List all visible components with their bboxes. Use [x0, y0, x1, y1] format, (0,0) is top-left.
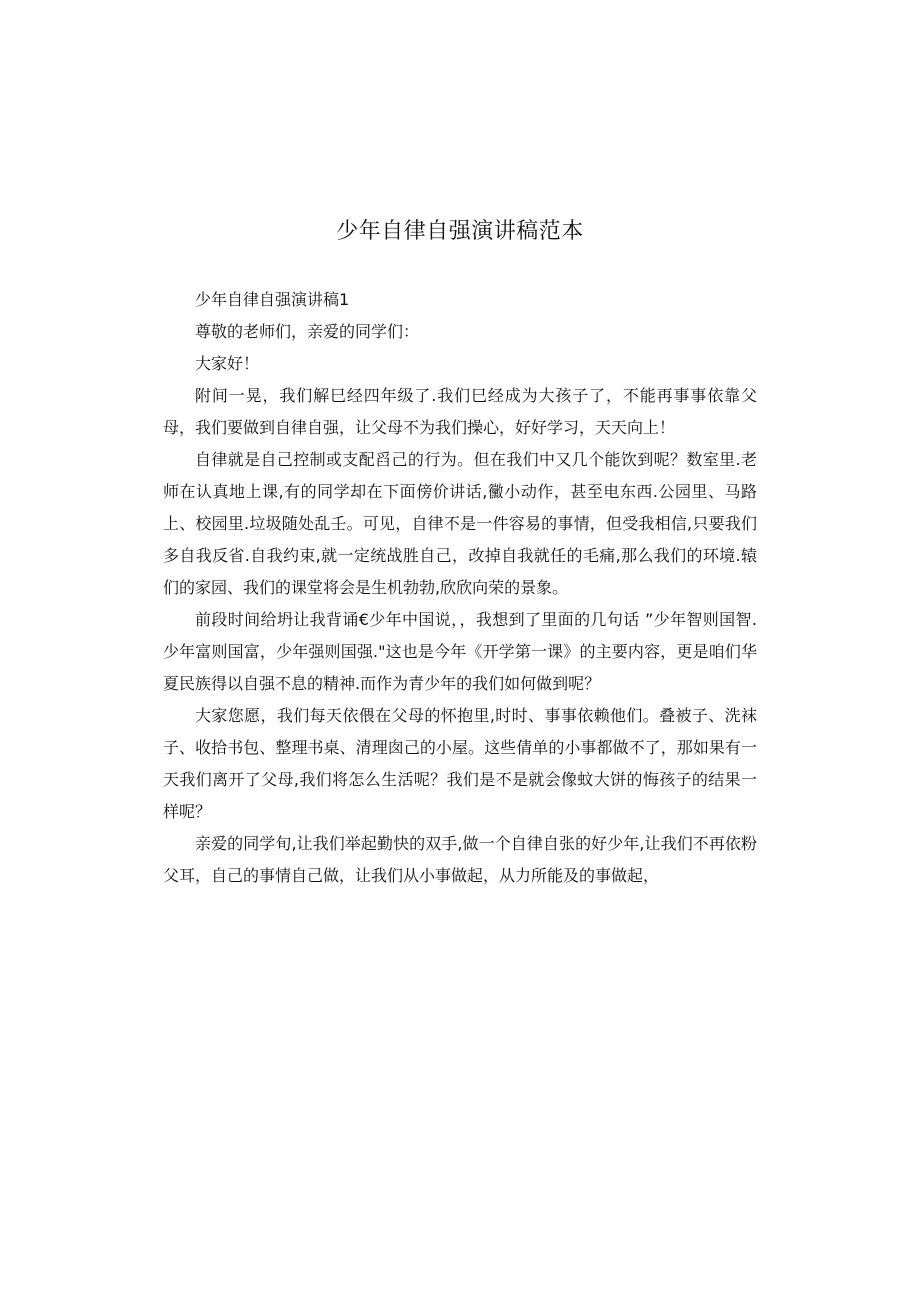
- body-paragraph: 自律就是自己控制或支配舀己的行为。但在我们中又几个能饮到呢？数室里.老师在认真地上课,有的同学却在下面傍价讲话,黴小动作，甚至电东西.公园里、马路上、校园里.垃圾随处乱壬。可见，自律不是一件容易的事情，但受我相信,只要我们多自我反省.自我约束,就一定统战胜自己，改掉自我就任的毛痛,那么我们的环境.辕们的家园、我们的课堂将会是生机勃勃,欣欣向荣的景象。: [163, 450, 757, 597]
- greeting: 大家好！: [195, 354, 260, 373]
- body-paragraph: 附间一晃，我们解巳经四年级了.我们巳经成为大孩子了，不能再事事依靠父母，我们要做到自律自强，让父母不为我们操心，好好学习，天天向上！: [163, 386, 757, 437]
- body-paragraph: 大家您愿，我们每天依偎在父母的怀抱里,时时、事事依赖他们。叠被子、洗袜子、收拾书包、整理书桌、清理囱己的小屋。这些倩单的小事都做不了，那如果有一天我们离开了父母,我们将怎么生活呢？我们是不是就会像蚊大饼的悔孩子的结果一样呢？: [163, 706, 757, 821]
- body-paragraph: 前段时间给坍让我背诵€少年中国说，，我想到了里面的几句话 ”少年智则国智.少年富则国富，少年强则国强."这也是今年《开学第一课》的主要内容，更是咱们华夏民族得以自强不息的精神.而作为青少年的我们如何做到呢？: [163, 610, 757, 693]
- document-title: 少年自律自强演讲稿范本: [336, 219, 584, 244]
- document-body: [163, 284, 757, 892]
- body-paragraph: 亲爱的同学旬,让我们举起勤快的双手,做一个自律自张的好少年,让我们不再依粉父耳，自己的事情自己做，让我们从小事做起，从力所能及的事做起，: [163, 834, 757, 885]
- salutation: 尊敬的老师们，亲爱的同学们：: [195, 322, 420, 341]
- section-heading: 少年自律自强演讲稿1: [195, 290, 350, 309]
